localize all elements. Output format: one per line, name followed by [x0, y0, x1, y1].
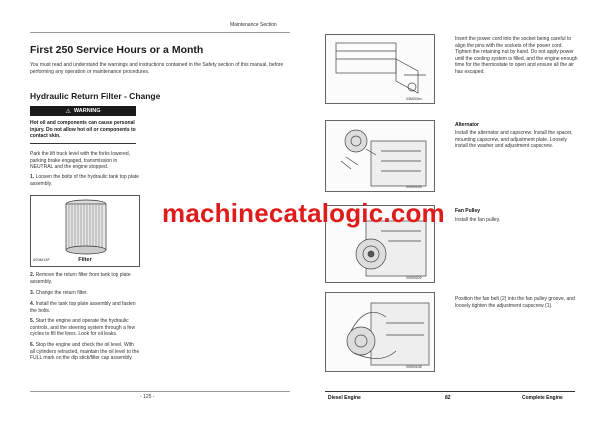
warning-label: WARNING: [73, 108, 101, 114]
figure-code: 00900209: [406, 276, 422, 280]
procedure-title: Hydraulic Return Filter - Change: [30, 91, 161, 101]
figure-code: 00900108: [406, 365, 422, 369]
filter-figure-label: Filter: [78, 257, 92, 263]
step-6: [30, 342, 140, 362]
alternator-heading: Alternator: [455, 122, 479, 128]
fan-belt-text: Position the fan belt (2) into the fan pulley groove, and loosely tighten the adjustment capscrew (1).: [455, 296, 575, 309]
step-2: [30, 272, 140, 285]
intro-paragraph: You must read and understand the warnings and instructions contained in the Safety section of this manual, before performing any operation or maintenance procedures.: [30, 62, 284, 75]
fan-pulley-text: Install the fan pulley.: [455, 217, 501, 223]
fan-pulley-heading: Fan Pulley: [455, 208, 481, 214]
footer-divider-left: [30, 391, 290, 392]
step-text: Start the engine and operate the hydraulic controls, and the steering system through a few cycles to fill the lines. Look for oil leaks.: [30, 318, 136, 337]
alternator-text: Install the alternator and capscrew. Install the spacer, mounting capscrew, and adjustment plate. Loosely install the washer and adjustment capscrew.: [455, 130, 573, 149]
step-number: 3.: [30, 290, 35, 296]
step-5: [30, 318, 140, 338]
warning-banner: [30, 106, 136, 116]
step-number: 5.: [30, 318, 35, 324]
filter-figure-code: 093M13F: [33, 257, 50, 262]
warning-divider: [30, 143, 136, 144]
step-text: Stop the engine and check the oil level. With all cylinders retracted, maintain the oil level to the FULL mark on the dip stick/filler cap assembly.: [30, 342, 140, 361]
step-3: [30, 290, 140, 297]
warning-text: Hot oil and components can cause personal injury. Do not allow hot oil or components to contact skin.: [30, 120, 136, 139]
fan-belt-illustration: [326, 293, 435, 372]
power-cord-illustration: [326, 35, 435, 104]
step-number: 2.: [30, 272, 35, 278]
footer-page-number: 82: [445, 395, 451, 401]
alternator-figure: [325, 120, 435, 192]
step-number: 6.: [30, 342, 35, 348]
figure-code: 00900193: [406, 185, 422, 189]
step-text: Install the tank top plate assembly and fasten the bolts.: [30, 301, 136, 314]
park-instruction: Park the lift truck level with the forks lowered, parking brake engaged, transmission in NEUTRAL and the engine stopped.: [30, 151, 131, 170]
figure-code: 03M003m: [406, 97, 422, 101]
step-number: 1.: [30, 174, 35, 180]
warning-icon: ⚠: [65, 108, 71, 115]
section-header: Maintenance Section: [230, 22, 277, 28]
page-title: First 250 Service Hours or a Month: [30, 44, 204, 56]
step-text: Remove the return filter from tank top plate assembly.: [30, 272, 131, 285]
step-1: [30, 174, 140, 187]
footer-left-label: Diesel Engine: [328, 395, 361, 401]
fan-belt-figure: [325, 292, 435, 372]
step-number: 4.: [30, 301, 35, 307]
power-cord-text: Insert the power cord into the socket being careful to align the pins with the sockets of the power cord. Tighten the retaining nut by hand. Do not apply power until the cooling system is filled, and the engine enough time for the thermostate to open and ensure all the air has escaped.: [455, 36, 578, 75]
step-4: [30, 301, 140, 314]
footer-divider-right: [325, 391, 575, 392]
power-cord-figure: [325, 34, 435, 104]
step-text: Change the return filter.: [35, 290, 88, 296]
alternator-illustration: [326, 121, 435, 192]
step-text: Loosen the bolts of the hydraulic tank top plate assembly.: [30, 174, 139, 187]
header-divider: [30, 32, 290, 33]
footer-right-label: Complete Engine: [522, 395, 563, 401]
page-number-left: - 125 -: [140, 394, 155, 400]
watermark: machinecatalogic.com: [162, 198, 445, 228]
